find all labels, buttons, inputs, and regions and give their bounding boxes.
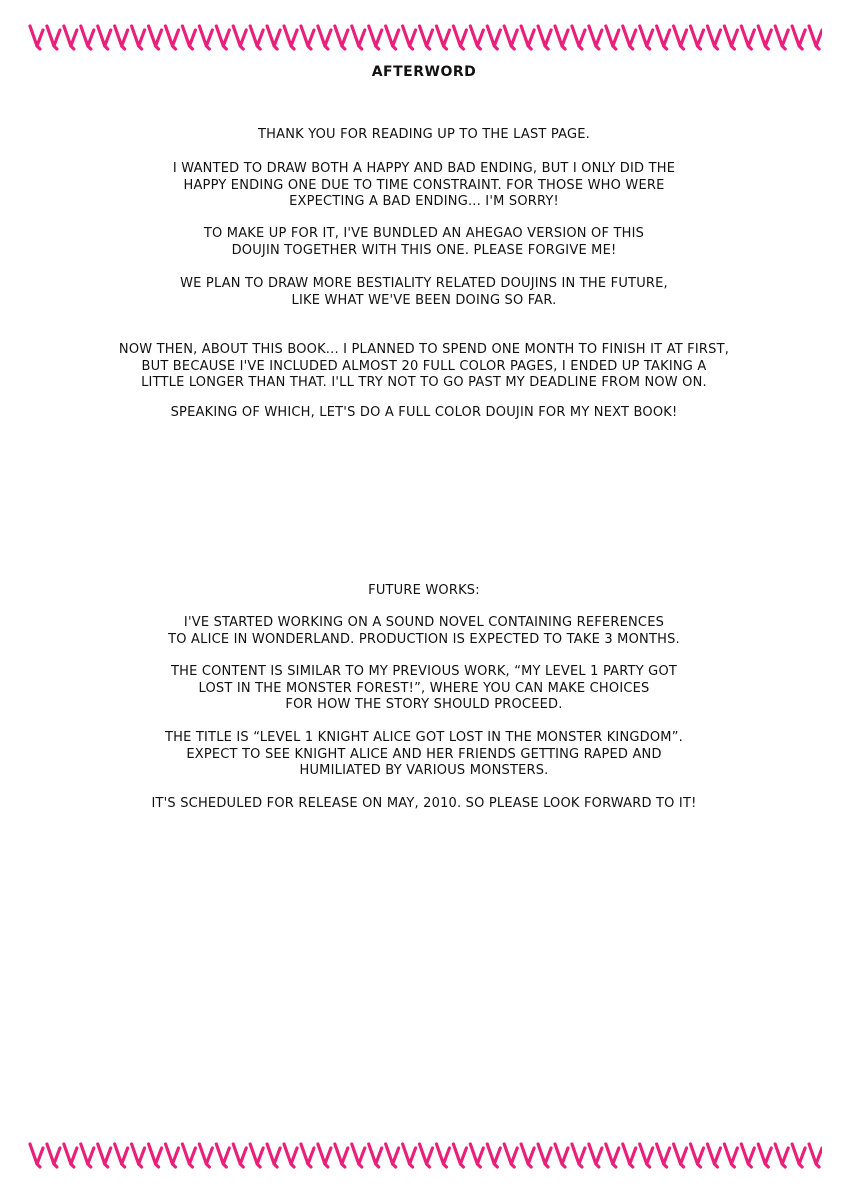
- border-ornament: [233, 1144, 246, 1167]
- text-line: TO ALICE IN WONDERLAND. PRODUCTION IS EXPECTED TO TAKE 3 MONTHS.: [168, 631, 680, 647]
- border-ornament: [352, 1144, 365, 1167]
- border-ornament: [352, 26, 365, 49]
- border-ornament: [182, 26, 195, 49]
- border-ornament: [81, 26, 94, 49]
- border-ornament: [369, 1144, 382, 1167]
- border-ornament: [250, 26, 263, 49]
- text-line: I'VE STARTED WORKING ON A SOUND NOVEL CONTAINING REFERENCES: [183, 615, 665, 630]
- afterword-paragraph-3: [0, 226, 848, 259]
- border-ornament: [674, 26, 687, 49]
- border-ornament: [623, 1144, 636, 1167]
- border-ornament: [301, 26, 314, 49]
- border-ornament: [775, 1144, 788, 1167]
- border-ornament: [589, 1144, 602, 1167]
- border-ornament: [233, 26, 246, 49]
- border-ornament: [572, 1144, 585, 1167]
- border-ornament: [149, 1144, 162, 1167]
- border-ornament: [572, 26, 585, 49]
- afterword-paragraph-4: [0, 276, 848, 309]
- border-ornament: [386, 26, 399, 49]
- border-ornament: [589, 26, 602, 49]
- border-ornament: [98, 26, 111, 49]
- border-ornament: [691, 1144, 704, 1167]
- border-ornament: [132, 1144, 145, 1167]
- border-ornament: [741, 1144, 754, 1167]
- border-ornament: [132, 26, 145, 49]
- border-ornament: [606, 1144, 619, 1167]
- text-line: EXPECT TO SEE KNIGHT ALICE AND HER FRIENDS GETTING RAPED AND: [186, 746, 662, 762]
- border-ornament: [98, 1144, 111, 1167]
- border-ornament: [64, 1144, 77, 1167]
- border-ornament: [301, 1144, 314, 1167]
- future-paragraph-4: [0, 796, 848, 813]
- text-line: SPEAKING OF WHICH, LET'S DO A FULL COLOR DOUJIN FOR MY NEXT BOOK!: [170, 405, 678, 420]
- text-line: LIKE WHAT WE'VE BEEN DOING SO FAR.: [291, 292, 557, 308]
- border-ornament: [403, 26, 416, 49]
- border-ornament: [165, 1144, 178, 1167]
- border-ornament: [521, 1144, 534, 1167]
- page-title: AFTERWORD: [371, 64, 477, 80]
- future-paragraph-1: [0, 615, 848, 648]
- border-ornament: [674, 1144, 687, 1167]
- text-line: WE PLAN TO DRAW MORE BESTIALITY RELATED DOUJINS IN THE FUTURE,: [180, 276, 668, 291]
- text-line: THE TITLE IS “LEVEL 1 KNIGHT ALICE GOT LOST IN THE MONSTER KINGDOM”.: [165, 730, 683, 745]
- border-ornament: [487, 26, 500, 49]
- border-ornament: [470, 1144, 483, 1167]
- border-ornament: [809, 1144, 822, 1167]
- text-line: NOW THEN, ABOUT THIS BOOK... I PLANNED TO SPEND ONE MONTH TO FINISH IT AT FIRST,: [118, 342, 730, 357]
- border-ornament: [453, 26, 466, 49]
- afterword-paragraph-2: [0, 161, 848, 211]
- text-line: THANK YOU FOR READING UP TO THE LAST PAGE.: [258, 127, 590, 142]
- border-ornament: [809, 26, 822, 49]
- border-ornament: [149, 26, 162, 49]
- border-ornament: [436, 26, 449, 49]
- border-ornament: [521, 26, 534, 49]
- text-line: TO MAKE UP FOR IT, I'VE BUNDLED AN AHEGAO VERSION OF THIS: [203, 226, 645, 241]
- border-ornament: [538, 26, 551, 49]
- future-paragraph-2: [0, 664, 848, 714]
- border-ornament: [115, 26, 128, 49]
- border-ornament: [250, 1144, 263, 1167]
- border-ornament: [47, 26, 60, 49]
- afterword-paragraph-5: [0, 342, 848, 392]
- afterword-paragraph-1: [0, 127, 848, 144]
- border-ornament: [792, 26, 805, 49]
- text-line: FOR HOW THE STORY SHOULD PROCEED.: [285, 697, 563, 712]
- border-ornament: [318, 1144, 331, 1167]
- border-ornament: [420, 1144, 433, 1167]
- text-line: EXPECTING A BAD ENDING... I'M SORRY!: [289, 194, 559, 209]
- border-ornament: [640, 1144, 653, 1167]
- text-line: HUMILIATED BY VARIOUS MONSTERS.: [299, 763, 549, 778]
- border-ornament: [165, 26, 178, 49]
- border-ornament: [216, 26, 229, 49]
- border-ornament: [436, 1144, 449, 1167]
- border-ornament: [538, 1144, 551, 1167]
- border-ornament: [369, 26, 382, 49]
- border-ornament: [64, 26, 77, 49]
- top-decorative-border: [26, 22, 822, 52]
- border-ornament: [657, 1144, 670, 1167]
- border-ornament: [792, 1144, 805, 1167]
- border-ornament: [640, 26, 653, 49]
- border-ornament: [504, 26, 517, 49]
- text-line: IT'S SCHEDULED FOR RELEASE ON MAY, 2010. SO PLEASE LOOK FORWARD TO IT!: [151, 796, 697, 811]
- border-ornament: [691, 26, 704, 49]
- border-ornament: [470, 26, 483, 49]
- border-ornament: [724, 26, 737, 49]
- border-ornament: [267, 26, 280, 49]
- border-ornament: [199, 1144, 212, 1167]
- text-line: DOUJIN TOGETHER WITH THIS ONE. PLEASE FORGIVE ME!: [231, 242, 617, 258]
- border-ornament: [30, 26, 43, 49]
- border-ornament: [386, 1144, 399, 1167]
- afterword-paragraph-6: [0, 405, 848, 422]
- border-ornament: [30, 1144, 43, 1167]
- border-ornament: [182, 1144, 195, 1167]
- text-line: LITTLE LONGER THAN THAT. I'LL TRY NOT TO GO PAST MY DEADLINE FROM NOW ON.: [141, 375, 707, 390]
- border-ornament: [335, 1144, 348, 1167]
- bottom-decorative-border: [26, 1140, 822, 1170]
- section-heading: FUTURE WORKS:: [368, 583, 480, 598]
- text-line: BUT BECAUSE I'VE INCLUDED ALMOST 20 FULL COLOR PAGES, I ENDED UP TAKING A: [141, 358, 707, 374]
- border-ornament: [775, 26, 788, 49]
- border-ornament: [487, 1144, 500, 1167]
- border-ornament: [318, 26, 331, 49]
- text-line: I WANTED TO DRAW BOTH A HAPPY AND BAD ENDING, BUT I ONLY DID THE: [172, 161, 676, 176]
- border-ornament: [555, 1144, 568, 1167]
- text-line: HAPPY ENDING ONE DUE TO TIME CONSTRAINT. FOR THOSE WHO WERE: [183, 177, 665, 193]
- border-ornament: [284, 1144, 297, 1167]
- future-works-heading: [0, 583, 848, 600]
- border-ornament: [199, 26, 212, 49]
- text-line: LOST IN THE MONSTER FOREST!”, WHERE YOU CAN MAKE CHOICES: [198, 680, 650, 696]
- border-ornament: [606, 26, 619, 49]
- border-ornament: [758, 26, 771, 49]
- border-ornament: [335, 26, 348, 49]
- border-ornament: [284, 26, 297, 49]
- text-line: THE CONTENT IS SIMILAR TO MY PREVIOUS WORK, “MY LEVEL 1 PARTY GOT: [170, 664, 678, 679]
- border-ornament: [741, 26, 754, 49]
- border-ornament: [47, 1144, 60, 1167]
- border-ornament: [115, 1144, 128, 1167]
- future-paragraph-3: [0, 730, 848, 780]
- border-ornament: [81, 1144, 94, 1167]
- border-ornament: [267, 1144, 280, 1167]
- border-ornament: [420, 26, 433, 49]
- border-ornament: [707, 26, 720, 49]
- border-ornament: [657, 26, 670, 49]
- border-ornament: [504, 1144, 517, 1167]
- border-ornament: [453, 1144, 466, 1167]
- border-ornament: [707, 1144, 720, 1167]
- border-ornament: [724, 1144, 737, 1167]
- border-ornament: [623, 26, 636, 49]
- border-ornament: [758, 1144, 771, 1167]
- border-ornament: [216, 1144, 229, 1167]
- border-ornament: [555, 26, 568, 49]
- border-ornament: [403, 1144, 416, 1167]
